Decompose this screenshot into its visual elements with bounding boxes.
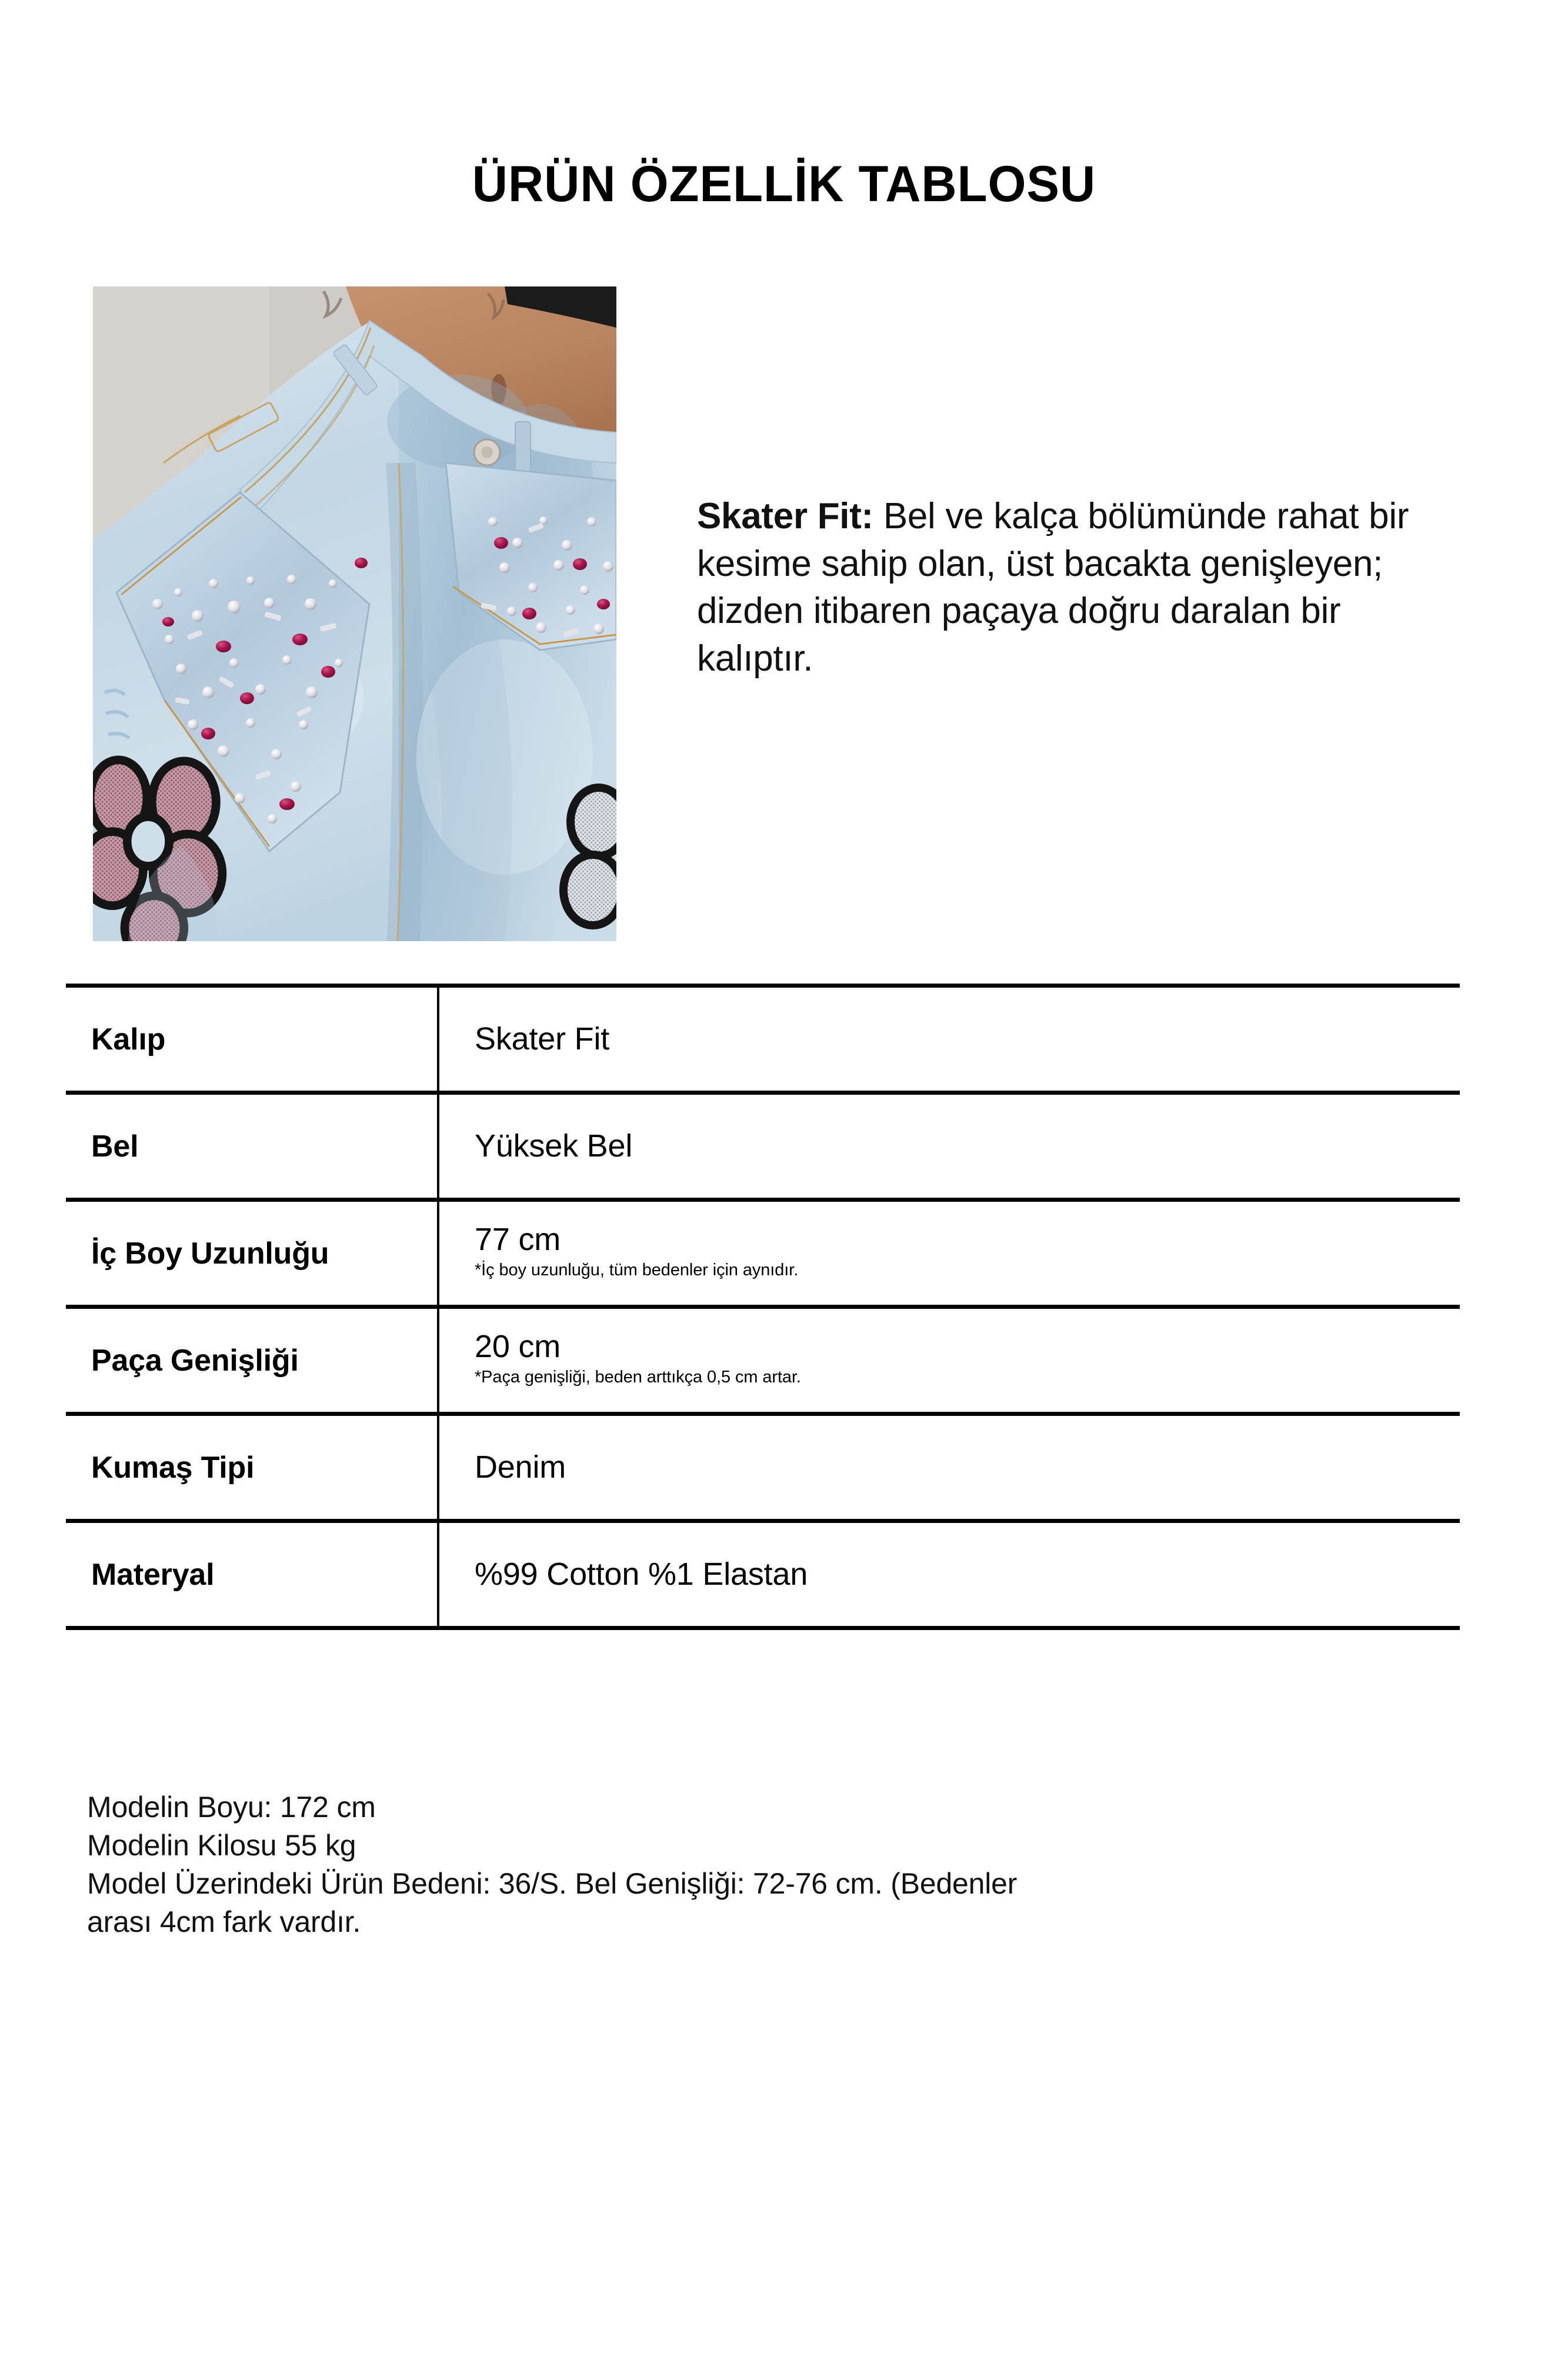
spec-label: Paça Genişliği bbox=[66, 1307, 438, 1414]
spec-value-note: *Paça genişliği, beden arttıkça 0,5 cm artar. bbox=[475, 1368, 801, 1387]
table-row bbox=[66, 1200, 1460, 1307]
page-title: ÜRÜN ÖZELLİK TABLOSU bbox=[472, 156, 1096, 212]
spec-value bbox=[438, 1307, 1460, 1414]
spec-value bbox=[438, 1200, 1460, 1307]
table-row bbox=[66, 1414, 1460, 1521]
product-photo-illustration bbox=[93, 286, 616, 941]
table-row bbox=[66, 1307, 1460, 1414]
spec-label: İç Boy Uzunluğu bbox=[66, 1200, 438, 1307]
spec-value bbox=[438, 1521, 1460, 1628]
model-worn-size: Model Üzerindeki Ürün Bedeni: 36/S. Bel Genişliği: 72-76 cm. (Bedenler bbox=[87, 1867, 1017, 1900]
spec-table-body bbox=[66, 986, 1460, 1628]
model-weight: Modelin Kilosu 55 kg bbox=[87, 1829, 356, 1862]
model-height: Modelin Boyu: 172 cm bbox=[87, 1791, 376, 1824]
spec-value-main: 20 cm bbox=[475, 1329, 561, 1365]
spec-value bbox=[438, 1093, 1460, 1200]
table-row bbox=[66, 1521, 1460, 1628]
model-size-difference: arası 4cm fark vardır. bbox=[87, 1905, 361, 1938]
spec-value-main: Denim bbox=[475, 1449, 566, 1485]
product-spec-table bbox=[66, 984, 1460, 1630]
spec-label: Kalıp bbox=[66, 986, 438, 1093]
spec-label: Kumaş Tipi bbox=[66, 1414, 438, 1521]
spec-value-main: 77 cm bbox=[475, 1222, 561, 1258]
spec-value-note: *İç boy uzunluğu, tüm bedenler için aynıdır. bbox=[475, 1261, 799, 1280]
fit-description-lead: Skater Fit: bbox=[697, 496, 873, 536]
spec-value bbox=[438, 986, 1460, 1093]
table-row bbox=[66, 986, 1460, 1093]
spec-label: Bel bbox=[66, 1093, 438, 1200]
spec-label: Materyal bbox=[66, 1521, 438, 1628]
fit-description-body: Bel ve kalça bölümünde rahat bir kesime sahip olan, üst bacakta genişleyen; dizden itibaren paçaya doğru daralan bir kalıptır. bbox=[697, 496, 1409, 679]
spec-value-main: Skater Fit bbox=[475, 1021, 610, 1057]
fit-description bbox=[697, 493, 1444, 682]
table-row bbox=[66, 1093, 1460, 1200]
spec-value-main: %99 Cotton %1 Elastan bbox=[475, 1557, 808, 1592]
model-info bbox=[87, 1788, 1487, 1941]
spec-value bbox=[438, 1414, 1460, 1521]
spec-value-main: Yüksek Bel bbox=[475, 1128, 633, 1164]
product-photo bbox=[93, 286, 616, 941]
